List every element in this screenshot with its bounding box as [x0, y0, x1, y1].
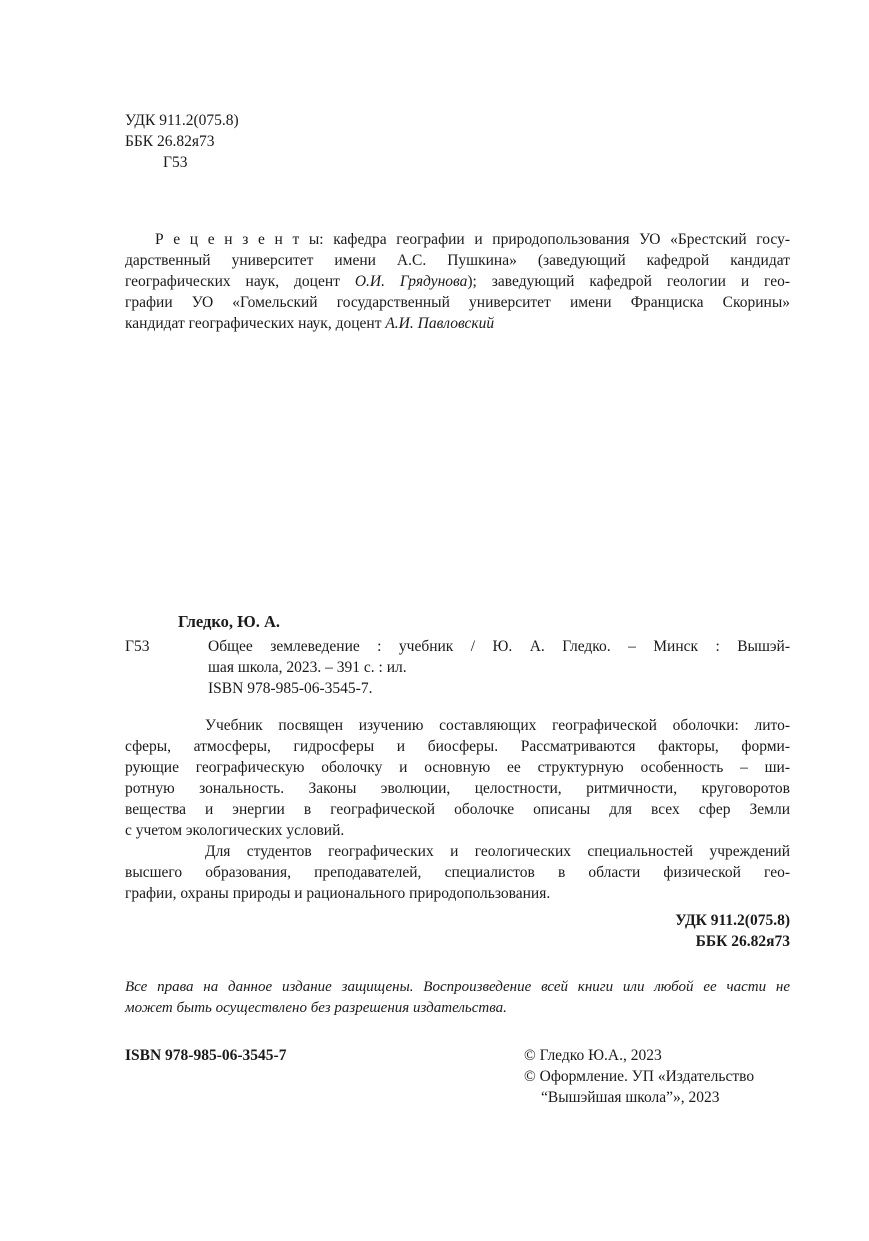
bbk-code: ББК 26.82я73 [125, 133, 215, 150]
reviewers-text: кафедра географии и природопользования УО «Брестский госу- [323, 231, 790, 248]
udk-code: УДК 911.2(075.8) [675, 912, 790, 929]
author-sign: Г53 [163, 154, 188, 171]
copyright-design: © Оформление. УП «Издательство [524, 1068, 755, 1085]
copyright-block [524, 1045, 804, 1108]
bibliography-isbn: ISBN 978-985-06-3545-7. [208, 680, 373, 697]
abstract-line: высшего образования, преподавателей, специалистов в области физической гео- [125, 864, 790, 881]
reviewers-line-2: дарственный университет имени А.С. Пушкина» (заведующий кафедрой кандидат [125, 252, 790, 269]
bibliography-line-1: Общее землеведение : учебник / Ю. А. Гледко. – Минск : Вышэй- [208, 638, 790, 655]
bibliography-line-2: шая школа, 2023. – 391 с. : ил. [208, 659, 407, 676]
reviewer-name: О.И. Грядунова [354, 273, 468, 290]
reviewers-line-3 [125, 271, 790, 292]
copyright-publisher: “Вышэйшая школа”», 2023 [541, 1089, 720, 1106]
abstract [125, 715, 790, 904]
abstract-line: с учетом экологических условий. [125, 822, 345, 839]
reviewers-text: кандидат географических наук, доцент [125, 315, 386, 332]
rights-line-2: может быть осуществлено без разрешения издательства. [125, 1000, 507, 1016]
rights-notice [125, 977, 790, 1019]
book-author: Гледко, Ю. А. [178, 612, 281, 631]
abstract-line: сферы, атмосферы, гидросферы и биосферы. Рассматриваются факторы, форми- [125, 738, 790, 755]
abstract-line: Для студентов географических и геологических специальностей учреждений [205, 843, 790, 860]
bibliographic-description [208, 636, 790, 699]
classification-codes-top [125, 110, 790, 173]
isbn: ISBN 978-985-06-3545-7 [125, 1047, 287, 1064]
reviewers-line-4: графии УО «Гомельский государственный университет имени Франциска Скорины» [125, 294, 790, 311]
abstract-line: ротную зональность. Законы эволюции, целостности, ритмичности, круговоротов [125, 780, 790, 797]
abstract-line: рующие географическую оболочку и основную ее структурную особенность – ши- [125, 759, 790, 776]
abstract-line: вещества и энергии в географической оболочке описаны для всех сфер Земли [125, 801, 790, 818]
abstract-line: графии, охраны природы и рационального природопользования. [125, 885, 551, 902]
reviewers-line-5 [125, 313, 790, 334]
abstract-line: Учебник посвящен изучению составляющих географической оболочки: лито- [205, 717, 790, 734]
reviewers-text: ); заведующий кафедрой геологии и гео- [467, 273, 790, 290]
reviewers-text: географических наук, доцент [125, 273, 355, 290]
rights-line-1: Все права на данное издание защищены. Воспроизведение всей книги или любой ее части не [125, 979, 790, 995]
reviewers-paragraph [125, 229, 790, 334]
udk-code: УДК 911.2(075.8) [125, 112, 239, 129]
classification-codes-bottom [125, 910, 790, 952]
bibliography-code: Г53 [125, 638, 150, 655]
reviewer-name: А.И. Павловский [385, 315, 495, 332]
reviewers-label: Р е ц е н з е н т ы: [155, 231, 324, 248]
bbk-code: ББК 26.82я73 [695, 933, 790, 950]
copyright-author: © Гледко Ю.А., 2023 [524, 1047, 662, 1064]
reviewers-line-1 [125, 229, 790, 250]
